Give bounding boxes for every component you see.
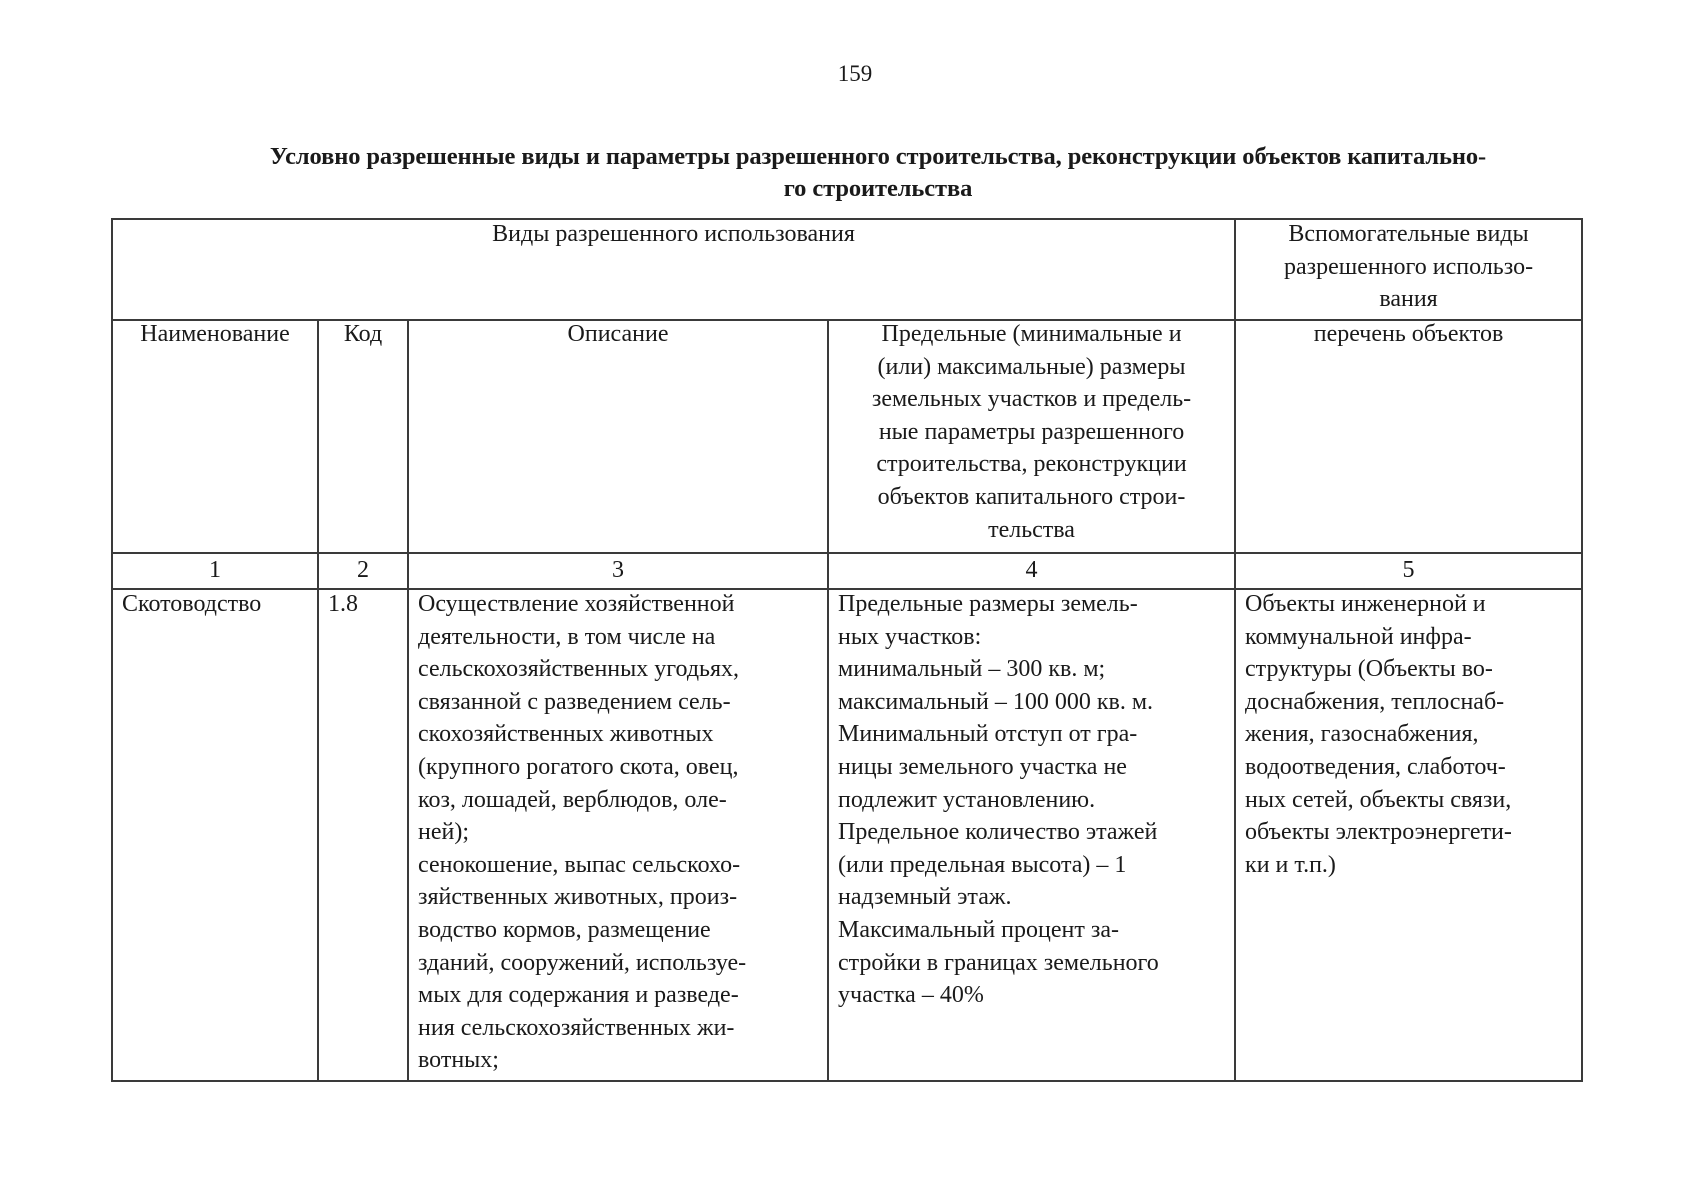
title-line-1: Условно разрешенные виды и параметры разрешенного строительства, реконструкции объектов капитально- xyxy=(269,143,1487,170)
column-header-code: Код xyxy=(318,320,408,553)
cell-description: Осуществление хозяйственной деятельности, в том числе на сельскохозяйственных угодьях, связанной с разведением сель- скохозяйственных животных (крупного рогатого скота, овец, коз, лошадей, верблюдов, оле- ней); сенокошение, выпас сельскохо- зяйственных животных, произ- водство кормов, размещение зданий, сооружений, используе- мых для содержания и разведе- ния сельскохозяйственных жи- вотных; xyxy=(408,589,828,1081)
page-number: 159 xyxy=(837,61,873,86)
column-number: 3 xyxy=(408,553,828,589)
group-header-row xyxy=(112,219,1582,320)
column-number-row xyxy=(112,553,1582,589)
zoning-table xyxy=(111,218,1583,1082)
title-line-2: го строительства xyxy=(783,175,973,202)
column-header-limits: Предельные (минимальные и (или) максимальные) размеры земельных участков и предель- ные параметры разрешенного строительства, реконструкции объектов капитального строи- тельства xyxy=(828,320,1235,553)
column-number: 1 xyxy=(112,553,318,589)
column-header-objects: перечень объектов xyxy=(1235,320,1582,553)
column-number: 2 xyxy=(318,553,408,589)
column-header-description: Описание xyxy=(408,320,828,553)
column-header-row xyxy=(112,320,1582,553)
main-uses-group-header: Виды разрешенного использования xyxy=(112,219,1235,320)
column-number: 5 xyxy=(1235,553,1582,589)
cell-name: Скотоводство xyxy=(112,589,318,1081)
column-header-name: Наименование xyxy=(112,320,318,553)
cell-auxiliary-objects: Объекты инженерной и коммунальной инфра- структуры (Объекты во- доснабжения, теплоснаб- жения, газоснабжения, водоотведения, слаботоч- ных сетей, объекты связи, объекты электроэнергети- ки и т.п.) xyxy=(1235,589,1582,1081)
cell-limits: Предельные размеры земель- ных участков: минимальный – 300 кв. м; максимальный – 100 000 кв. м. Минимальный отступ от гра- ницы земельного участка не подлежит установлению. Предельное количество этажей (или предельная высота) – 1 надземный этаж. Максимальный процент за- стройки в границах земельного участка – 40% xyxy=(828,589,1235,1081)
table-row xyxy=(112,589,1582,1081)
cell-code: 1.8 xyxy=(318,589,408,1081)
document-title xyxy=(160,141,1596,205)
auxiliary-uses-group-header: Вспомогательные виды разрешенного использо- вания xyxy=(1235,219,1582,320)
column-number: 4 xyxy=(828,553,1235,589)
